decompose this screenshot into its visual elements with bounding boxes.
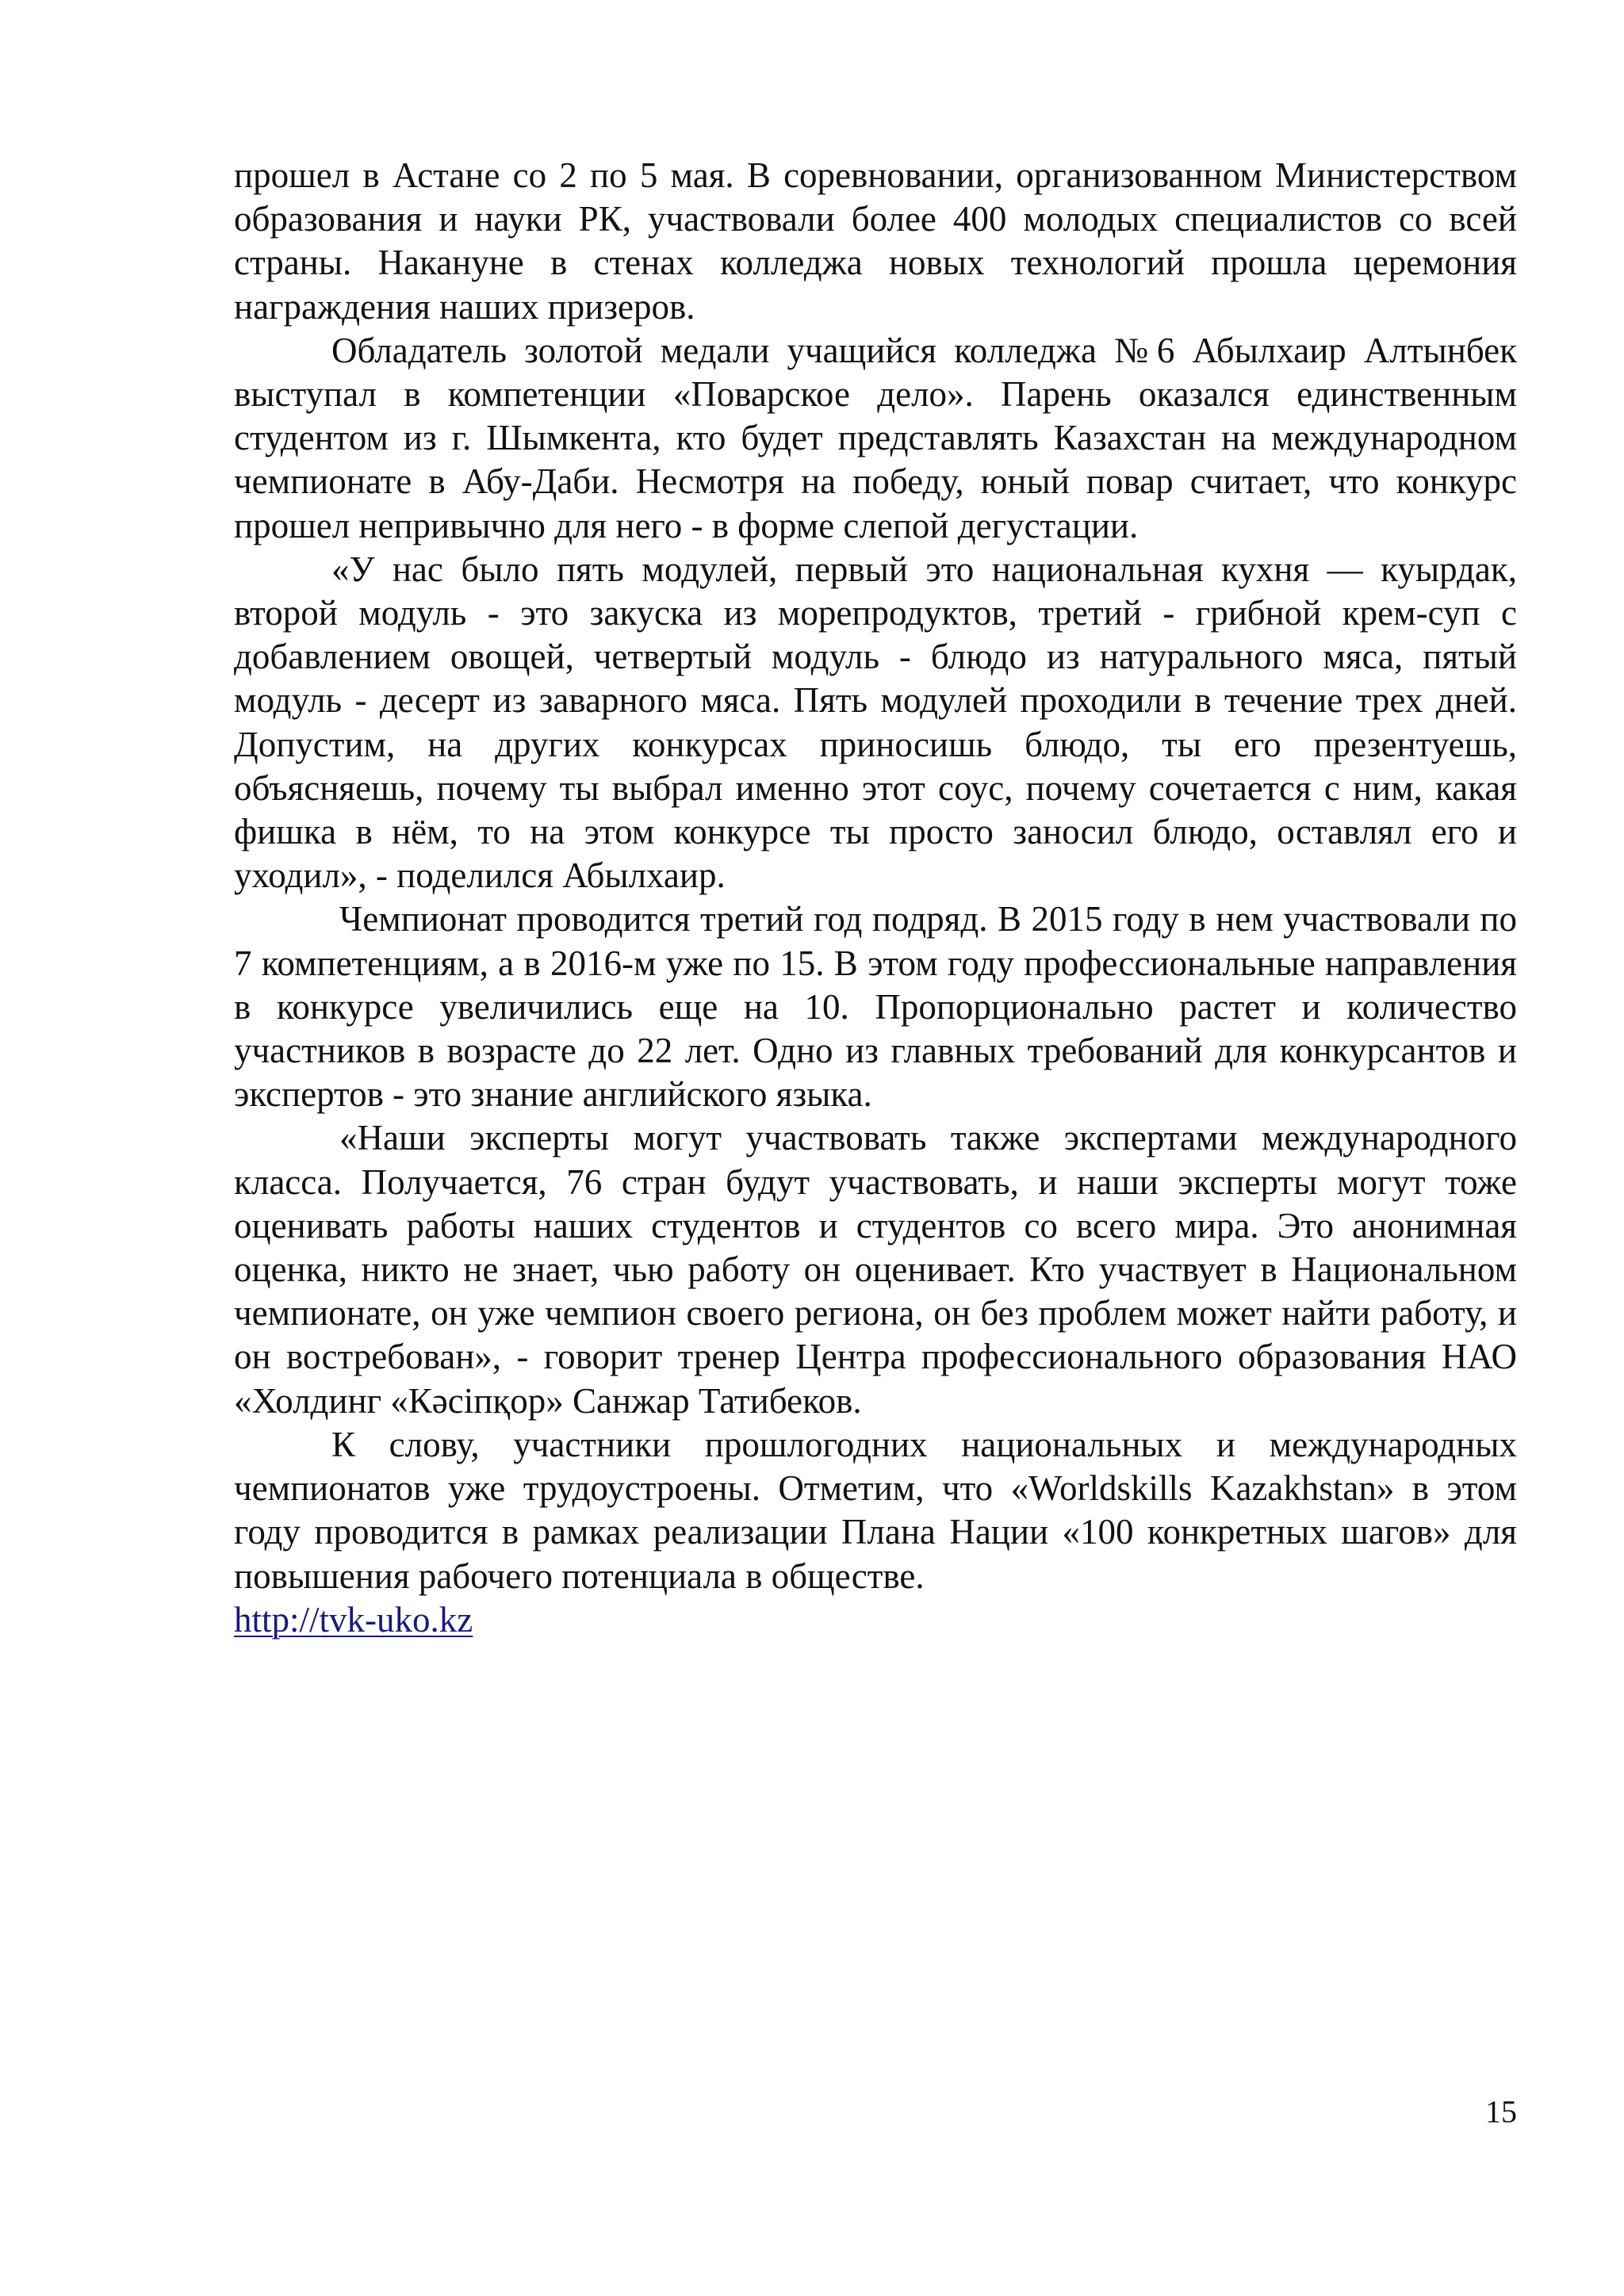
source-line — [234, 1598, 1517, 1642]
paragraph-1: прошел в Астане со 2 по 5 мая. В соревновании, организованном Министерством образования и науки РК, участвовали более 400 молодых специалистов со всей страны. Накануне в стенах колледжа новых технологий прошла церемония награждения наших призеров. — [234, 155, 1517, 327]
paragraph-6: К слову, участники прошлогодних национальных и международных чемпионатов уже трудоустроены. Отметим, что «Worldskills Kazakhstan» в этом году проводится в рамках реализации Плана Нации «100 конкретных шагов» для повышения рабочего потенциала в обществе. — [234, 1424, 1517, 1596]
article-body — [234, 154, 1517, 1642]
paragraph-5: «Наши эксперты могут участвовать также экспертами международного класса. Получается, 76 стран будут участвовать, и наши эксперты могут тоже оценивать работы наших студентов и студентов со всего мира. Это анонимная оценка, никто не знает, чью работу он оценивает. Кто участвует в Национальном чемпионате, он уже чемпион своего региона, он без проблем может найти работу, и он востребован», - говорит тренер Центра профессионального образования НАО «Холдинг «Кәсіпқор» Санжар Татибеков. — [234, 1118, 1517, 1421]
paragraph-2: Обладатель золотой медали учащийся колледжа №6 Абылхаир Алтынбек выступал в компетенции «Поварское дело». Парень оказался единственным студентом из г. Шымкента, кто будет представлять Казахстан на международном чемпионате в Абу-Даби. Несмотря на победу, юный повар считает, что конкурс прошел непривычно для него - в форме слепой дегустации. — [234, 330, 1517, 545]
page-number: 15 — [1485, 2094, 1517, 2130]
paragraph-4: Чемпионат проводится третий год подряд. В 2015 году в нем участвовали по 7 компетенциям, а в 2016-м уже по 15. В этом году профессиональные направления в конкурсе увеличились еще на 10. Пропорционально растет и количество участников в возрасте до 22 лет. Одно из главных требований для конкурсантов и экспертов - это знание английского языка. — [234, 899, 1517, 1115]
source-link[interactable]: http://tvk-uko.kz — [234, 1599, 473, 1640]
paragraph-3: «У нас было пять модулей, первый это национальная кухня — куырдак, второй модуль - это закуска из морепродуктов, третий - грибной крем-суп с добавлением овощей, четвертый модуль - блюдо из натурального мяса, пятый модуль - десерт из заварного мяса. Пять модулей проходили в течение трех дней. Допустим, на других конкурсах приносишь блюдо, ты его презентуешь, объясняешь, почему ты выбрал именно этот соус, почему сочетается с ним, какая фишка в нём, то на этом конкурсе ты просто заносил блюдо, оставлял его и уходил», - поделился Абылхаир. — [234, 549, 1517, 896]
